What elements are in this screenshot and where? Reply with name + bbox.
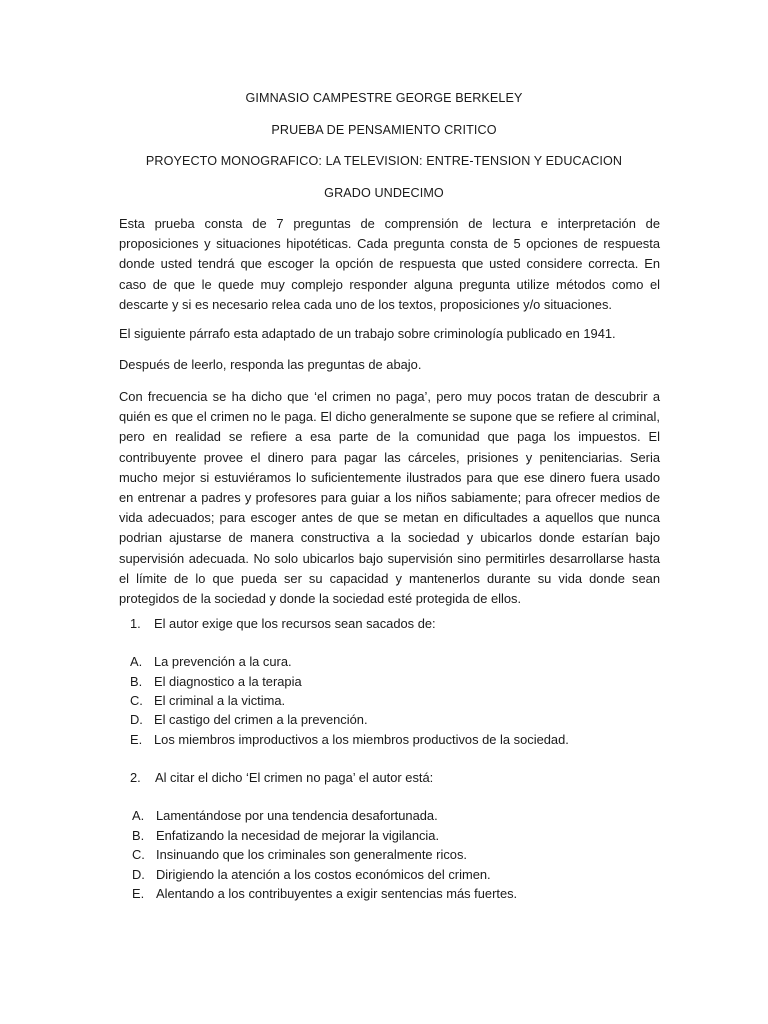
- passage-source-note: El siguiente párrafo esta adaptado de un trabajo sobre criminología publicado en 1941.: [119, 326, 616, 341]
- option-letter: C.: [132, 847, 145, 862]
- question-1-number: 1.: [130, 616, 141, 631]
- option-text: El criminal a la victima.: [154, 693, 286, 708]
- option-text: Alentando a los contribuyentes a exigir sentencias más fuertes.: [156, 886, 518, 901]
- option-text: El castigo del crimen a la prevención.: [154, 712, 368, 727]
- option-text: El diagnostico a la terapia: [154, 674, 302, 689]
- option-letter: B.: [132, 828, 145, 843]
- option-letter: D.: [130, 712, 143, 727]
- option-text: La prevención a la cura.: [154, 654, 292, 669]
- reading-instruction: Después de leerlo, responda las preguntas de abajo.: [119, 357, 422, 372]
- option-letter: D.: [132, 867, 145, 882]
- option-letter: A.: [132, 808, 145, 823]
- option-letter: E.: [130, 732, 143, 747]
- option-letter: E.: [132, 886, 145, 901]
- question-2-number: 2.: [130, 770, 141, 785]
- option-text: Dirigiendo la atención a los costos económicos del crimen.: [156, 867, 491, 882]
- question-1-text: El autor exige que los recursos sean sacados de:: [154, 616, 436, 631]
- option-text: Los miembros improductivos a los miembros productivos de la sociedad.: [154, 732, 569, 747]
- instructions-paragraph: Esta prueba consta de 7 preguntas de comprensión de lectura e interpretación de proposiciones y situaciones hipotéticas. Cada pregunta consta de 5 opciones de respuesta donde usted tendrá que escoger la opción de respuesta que usted considere correcta. En caso de que le quede muy complejo responder alguna pregunta utilize métodos como el descarte y si es necesario relea cada uno de los textos, proposiciones y/o situaciones.: [119, 216, 660, 312]
- option-letter: B.: [130, 674, 143, 689]
- project-title: PROYECTO MONOGRAFICO: LA TELEVISION: ENTRE-TENSION Y EDUCACION: [145, 154, 623, 168]
- option-letter: A.: [130, 654, 143, 669]
- grade-label: GRADO UNDECIMO: [324, 186, 444, 200]
- question-2-text: Al citar el dicho ‘El crimen no paga’ el autor está:: [155, 770, 434, 785]
- reading-passage: Con frecuencia se ha dicho que ‘el crimen no paga’, pero muy pocos tratan de descubrir a quién es que el crimen no le paga. El dicho generalmente se supone que se refiere al criminal, pero en realidad se refiere a esa parte de la comunidad que paga los impuestos. El contribuyente provee el dinero para pagar las cárceles, prisiones y penitenciarias. Seria mucho mejor si estuviéramos lo suficientemente ilustrados para que ese dinero fuera usado en entrenar a padres y profesores para guiar a los niños sabiamente; para ofrecer medios de vida adecuados; para escoger antes de que se metan en dificultades a aquellos que nunca podrian ajustarse de manera constructiva a la sociedad y ubicarlos donde estarían bajo supervisión adecuada. No solo ubicarlos bajo supervisión sino permitirles desarrollarse hasta el límite de lo que pueda ser su capacidad y mantenerlos durante su vida donde sean protegidos de la sociedad y donde la sociedad esté protegida de ellos.: [119, 389, 660, 607]
- option-letter: C.: [130, 693, 143, 708]
- option-text: Insinuando que los criminales son generalmente ricos.: [156, 847, 467, 862]
- option-text: Enfatizando la necesidad de mejorar la vigilancia.: [156, 828, 440, 843]
- school-name: GIMNASIO CAMPESTRE GEORGE BERKELEY: [245, 91, 523, 105]
- option-text: Lamentándose por una tendencia desafortunada.: [156, 808, 438, 823]
- test-title: PRUEBA DE PENSAMIENTO CRITICO: [271, 123, 497, 137]
